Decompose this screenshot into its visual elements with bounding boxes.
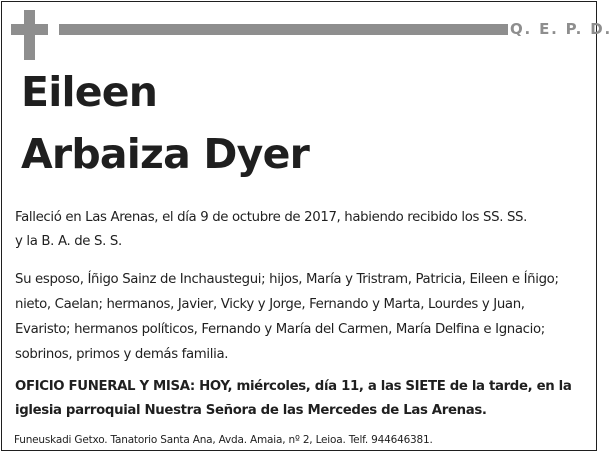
funeral-service-info bbox=[15, 375, 593, 423]
qepd-label: Q. E. P. D. bbox=[510, 20, 612, 38]
cross-horizontal-bar bbox=[11, 24, 48, 35]
announcement-line: Falleció en Las Arenas, el día 9 de octubre de 2017, habiendo recibido los SS. SS. bbox=[15, 210, 528, 225]
family-line: Su esposo, Íñigo Sainz de Inchaustegui; hijos, María y Tristram, Patricia, Eileen e Íñigo; bbox=[15, 272, 559, 287]
funeral-home-footer: Funeuskadi Getxo. Tanatorio Santa Ana, Avda. Amaia, nº 2, Leioa. Telf. 944646381. bbox=[14, 434, 433, 446]
cross-vertical-bar bbox=[24, 10, 35, 60]
family-list bbox=[15, 267, 593, 367]
deceased-surnames: Arbaiza Dyer bbox=[21, 130, 310, 178]
family-line: nieto, Caelan; hermanos, Javier, Vicky y Jorge, Fernando y Marta, Lourdes y Juan, bbox=[15, 297, 525, 312]
announcement-line: y la B. A. de S. S. bbox=[15, 234, 122, 249]
family-line: Evaristo; hermanos políticos, Fernando y María del Carmen, María Delfina e Ignacio; bbox=[15, 322, 545, 337]
service-line: iglesia parroquial Nuestra Señora de las Mercedes de Las Arenas. bbox=[15, 403, 487, 418]
service-line: OFICIO FUNERAL Y MISA: HOY, miércoles, día 11, a las SIETE de la tarde, en la bbox=[15, 379, 572, 394]
family-line: sobrinos, primos y demás familia. bbox=[15, 347, 229, 362]
header-rule bbox=[59, 24, 508, 35]
deceased-first-name: Eileen bbox=[21, 68, 158, 116]
death-announcement bbox=[15, 206, 593, 254]
